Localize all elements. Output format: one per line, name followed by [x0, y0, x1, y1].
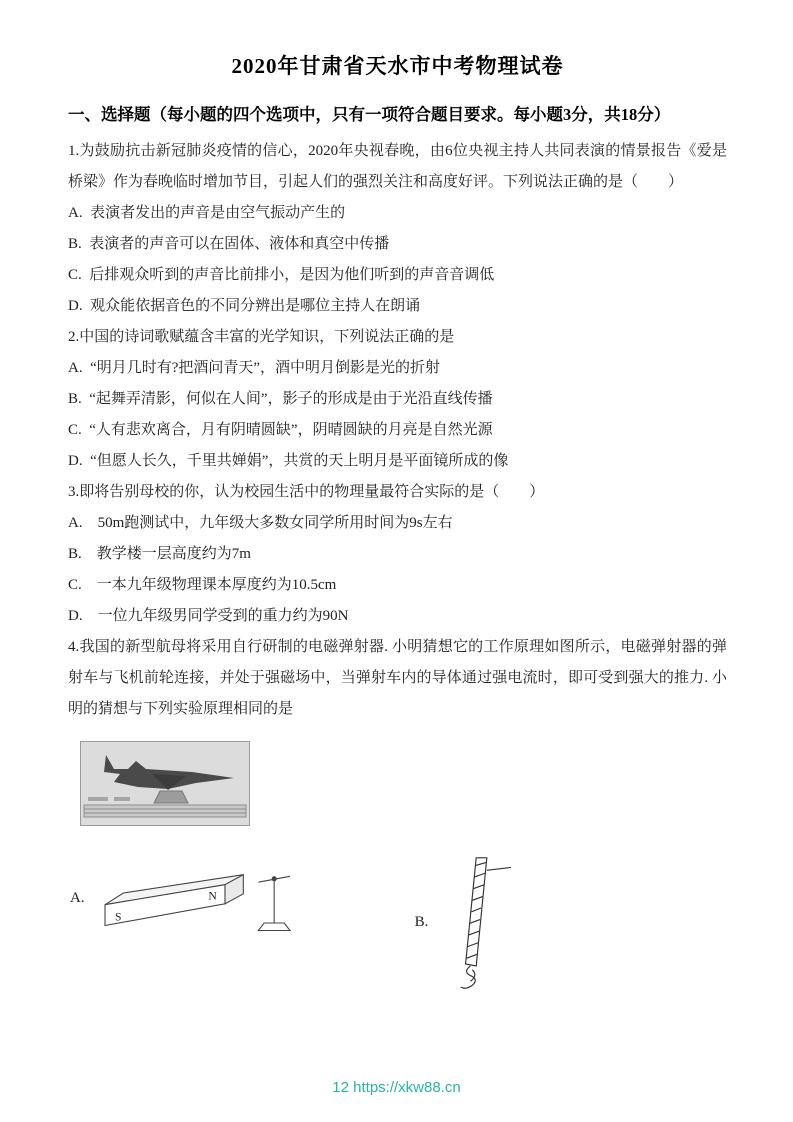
question-2-option-c: C. “人有悲欢离合，月有阴晴圆缺”，阴晴圆缺的月亮是自然光源 — [68, 422, 493, 438]
jet-photo-illustration — [80, 741, 250, 826]
question-3-option-d: D. 一位九年级男同学受到的重力约为90N — [68, 608, 349, 624]
coil-tube-figure — [442, 852, 522, 992]
question-3 — [68, 477, 727, 632]
question-1-option-b: B. 表演者的声音可以在固体、液体和真空中传播 — [68, 236, 390, 252]
question-3-stem: 3.即将告别母校的你，认为校园生活中的物理量最符合实际的是（ ） — [68, 484, 545, 500]
magnet-pole-s-label: S — [114, 910, 122, 924]
page-title: 2020年甘肃省天水市中考物理试卷 — [231, 54, 564, 78]
question-4 — [68, 632, 727, 725]
magnet-pole-n-label: N — [207, 889, 217, 903]
question-3-option-c: C. 一本九年级物理课本厚度约为10.5cm — [68, 577, 337, 593]
question-1 — [68, 136, 727, 322]
question-1-option-a: A. 表演者发出的声音是由空气振动产生的 — [68, 205, 346, 221]
page-footer: 12 https://xkw88.cn — [332, 1079, 461, 1096]
question-4-stem: 4.我国的新型航母将采用自行研制的电磁弹射器. 小明猜想它的工作原理如图所示，电磁弹射器的弹射车与飞机前轮连接，并处于强磁场中，当弹射车内的导体通过强电流时，即可受到强大的推力. 小明的猜想与下列实验原理相同的是 — [68, 639, 727, 717]
answer-figures-row — [68, 852, 727, 992]
section-heading: 一、选择题（每小题的四个选项中，只有一项符合题目要求。每小题3分，共18分） — [68, 105, 671, 124]
question-2 — [68, 322, 727, 477]
question-2-stem: 2.中国的诗词歌赋蕴含丰富的光学知识，下列说法正确的是 — [68, 329, 455, 345]
figure-option-b — [415, 852, 523, 992]
figure-b-label: B. — [414, 913, 429, 930]
pivot-stand — [258, 876, 290, 930]
question-3-option-b: B. 教学楼一层高度约为7m — [68, 546, 251, 562]
question-2-option-a: A. “明月几时有?把酒问青天”，酒中明月倒影是光的折射 — [68, 360, 441, 376]
figure-option-a — [70, 852, 295, 944]
question-1-option-d: D. 观众能依据音色的不同分辨出是哪位主持人在朗诵 — [68, 298, 421, 314]
question-2-option-d: D. “但愿人长久，千里共婵娟”，共赏的天上明月是平面镜所成的像 — [68, 453, 509, 469]
question-3-option-a: A. 50m跑测试中，九年级大多数女同学所用时间为9s左右 — [68, 515, 453, 531]
jet-catapult-photo — [80, 741, 727, 826]
figure-a-label: A. — [70, 889, 85, 906]
question-1-option-c: C. 后排观众听到的声音比前排小，是因为他们听到的声音音调低 — [68, 267, 495, 283]
question-2-option-b: B. “起舞弄清影，何似在人间”，影子的形成是由于光沿直线传播 — [68, 391, 493, 407]
bar-magnet-figure — [95, 852, 295, 944]
question-1-stem: 1.为鼓励抗击新冠肺炎疫情的信心，2020年央视春晚，由6位央视主持人共同表演的情景报告《爱是桥梁》作为春晚临时增加节目，引起人们的强烈关注和高度好评。下列说法正确的是（ ） — [68, 143, 727, 190]
